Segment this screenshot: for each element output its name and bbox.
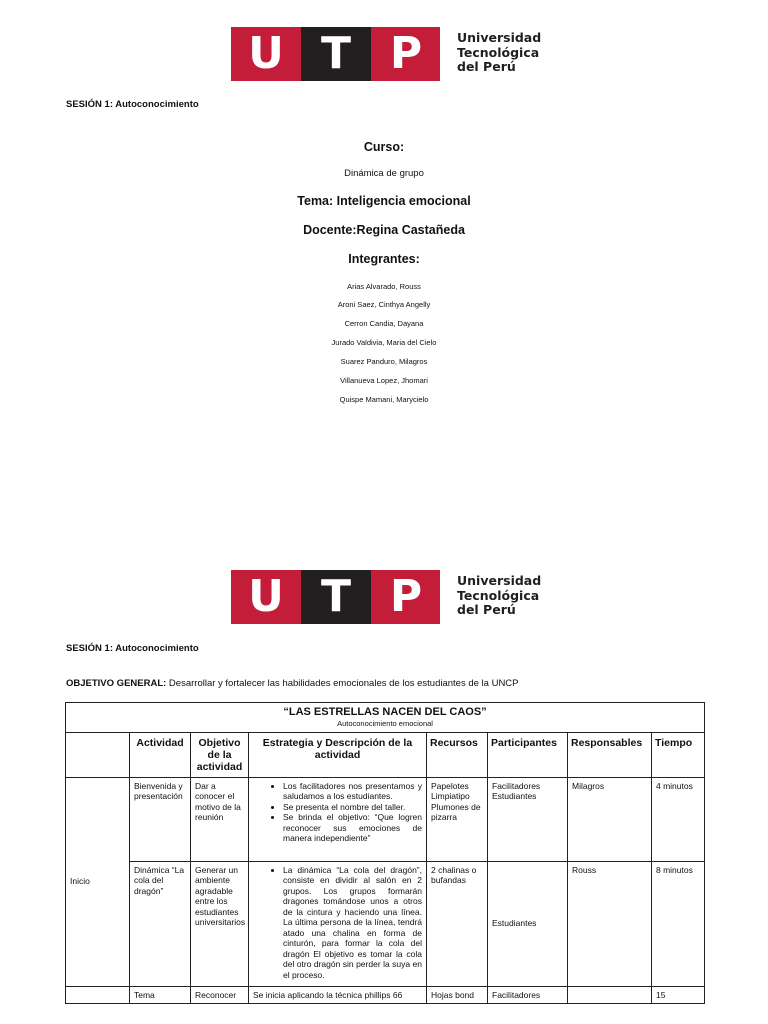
utp-logo [231,27,553,81]
logo-wordmark: Universidad Tecnológica del Perú [457,30,542,74]
utp-logo [231,570,553,624]
logo-letter-p: P [389,28,423,79]
time-cell: 15 [652,986,705,1004]
course-name: Dinámica de grupo [344,168,424,179]
member-name: Jurado Valdivia, Maria del Cielo [331,338,437,347]
logo-letter-u: U [248,28,284,79]
header-objective: Objetivo de la actividad [191,732,249,777]
time-cell: 8 minutos [652,861,705,986]
resources-cell: 2 chalinas o bufandas [427,861,488,986]
member-name: Villanueva Lopez, Jhomari [340,376,428,385]
activity-cell: Tema [130,986,191,1004]
member-name: Arias Alvarado, Rouss [347,282,421,291]
header-participants: Participantes [488,732,568,777]
members-label: Integrantes: [348,252,420,266]
table-header-row [66,732,705,777]
logo-letter-t: T [320,571,351,622]
member-name: Aroni Saez, Cinthya Angelly [337,300,431,309]
logo-letter-p: P [389,571,423,622]
resources-cell: Hojas bond [427,986,488,1004]
header-time: Tiempo [652,732,705,777]
responsible-cell: Rouss [568,861,652,986]
course-label: Curso: [363,140,405,154]
table-title-row [66,703,705,733]
logo-wordmark: Universidad Tecnológica del Perú [457,573,542,617]
responsible-cell [568,986,652,1004]
phase-empty-cell [66,986,130,1004]
strategy-item: • Los facilitadores nos presentamos y saludamos a los estudiantes. [283,781,422,802]
logo-letter-u: U [248,571,284,622]
objective-cell: Dar a conocer el motivo de la reunión [191,777,249,861]
member-name: Quispe Mamani, Marycielo [339,395,429,404]
participants-cell: Facilitadores [488,986,568,1004]
strategy-item: • La dinámica “La cola del dragón”, consiste en dividir al salón en 2 grupos. Los grupos formarán dragones tomándose unos a otros de la cintura y haciendo una línea. La última persona de la línea, tendrá atado una chalina en forma de cinturón, para formar la cola del dragón El objetivo es tomar la cola del otro dragón sin perder la suya en el proceso. [283,865,422,981]
header-resources: Recursos [427,732,488,777]
table-subtitle: Autoconocimiento emocional [337,719,433,728]
objective-text: Desarrollar y fortalecer las habilidades emocionales de los estudiantes de la UNCP [166,678,519,689]
header-activity: Actividad [130,732,191,777]
phase-label: Inicio [66,777,130,986]
logo-letter-t: T [320,28,351,79]
header-strategy: Estrategia y Descripción de la actividad [249,732,427,777]
resources-cell: Papelotes Limpiatipo Plumones de pizarra [427,777,488,861]
time-cell: 4 minutos [652,777,705,861]
table-row [66,861,705,986]
objective-label: OBJETIVO GENERAL: [66,678,167,689]
objective-cell: Reconocer [191,986,249,1004]
strategy-item: • Se presenta el nombre del taller. [283,802,422,813]
activity-table [65,702,705,1004]
topic-heading: Tema: Inteligencia emocional [297,194,471,208]
member-name: Cerron Candia, Dayana [344,319,424,328]
header-responsible: Responsables [568,732,652,777]
general-objective [66,678,519,689]
participants-cell: Estudiantes [488,861,568,986]
strategy-cell [249,777,427,861]
header-empty [66,732,130,777]
activity-cell: Bienvenida y presentación [130,777,191,861]
table-title: “LAS ESTRELLAS NACEN DEL CAOS” [283,706,487,718]
objective-cell: Generar un ambiente agradable entre los estudiantes universitarios [191,861,249,986]
strategy-cell [249,861,427,986]
table-row [66,777,705,861]
strategy-item: • Se brinda el objetivo: “Que logren reconocer sus emociones de manera independiente” [283,812,422,844]
responsible-cell: Milagros [568,777,652,861]
table-title-cell [66,703,705,733]
table-row [66,986,705,1004]
session-title: SESIÓN 1: Autoconocimiento [66,643,199,654]
session-title: SESIÓN 1: Autoconocimiento [66,99,199,110]
teacher-heading: Docente:Regina Castañeda [303,223,465,237]
member-name: Suarez Panduro, Milagros [340,357,428,366]
activity-cell: Dinámica “La cola del dragón” [130,861,191,986]
strategy-cell: Se inicia aplicando la técnica phillips 66 [249,986,427,1004]
participants-cell: Facilitadores Estudiantes [488,777,568,861]
